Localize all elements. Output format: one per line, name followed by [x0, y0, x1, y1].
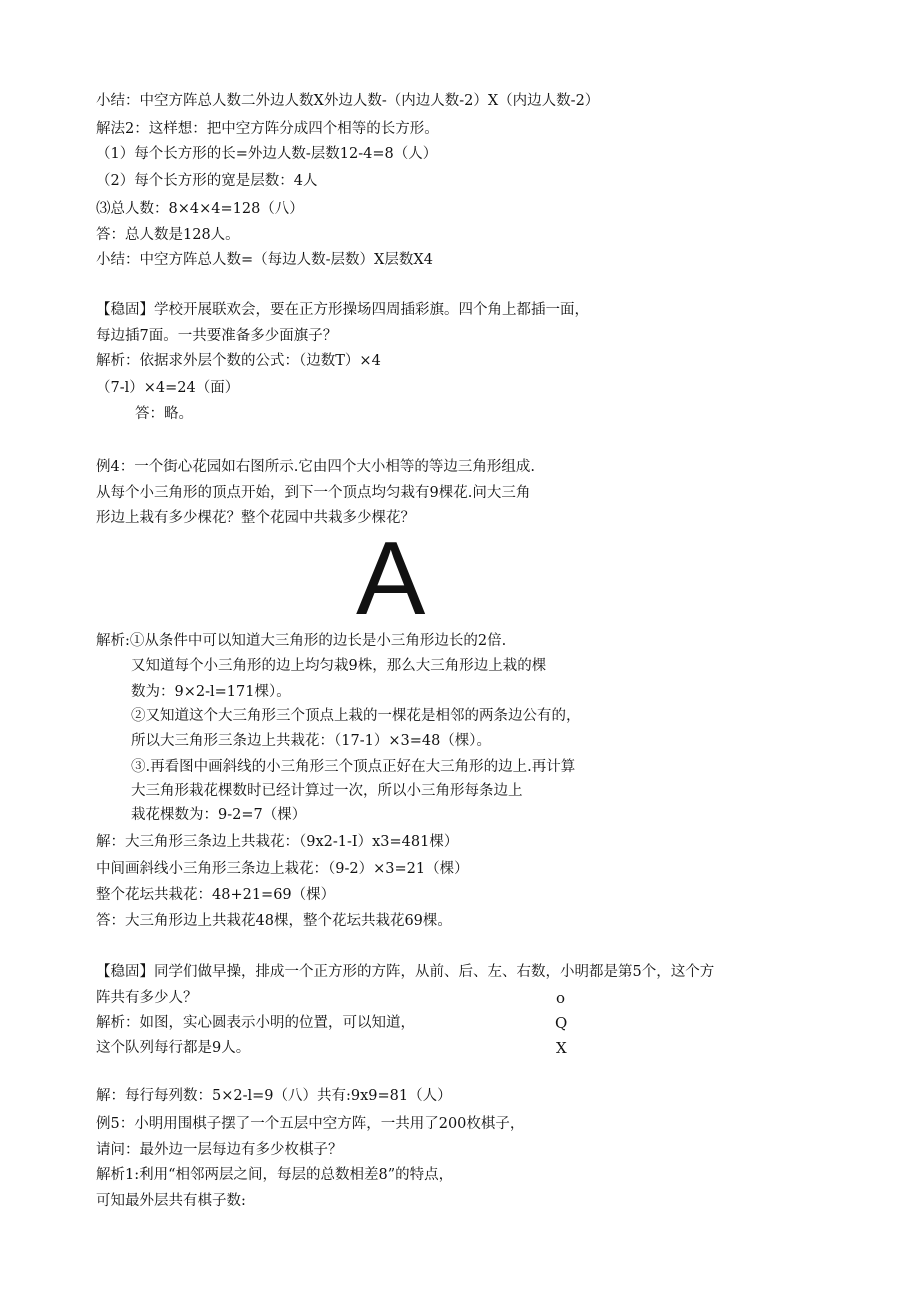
text-line-summary-1: 小结：中空方阵总人数二外边人数X外边人数-（内边人数-2）X（内边人数-2） — [96, 93, 600, 109]
text-line-analysis-1: 解析：依据求外层个数的公式：（边数T）×4 — [96, 353, 381, 369]
text-line-solution-5: 解：每行每列数：5×2-l=9（八）共有:9x9=81（人） — [96, 1088, 452, 1104]
text-line-consolidate-1-a: 【稳固】学校开展联欢会，要在正方形操场四周插彩旗。四个角上都插一面， — [96, 302, 589, 318]
text-line-analysis-5-a: 解析：如图，实心圆表示小明的位置，可以知道， — [96, 1015, 415, 1031]
text-line-example-5-a: 例5：小明用围棋子摆了一个五层中空方阵，一共用了200枚棋子， — [96, 1116, 525, 1132]
text-line-analysis-4-b: 又知道每个小三角形的边上均匀栽9株，那么大三角形边上栽的棵 — [131, 658, 547, 674]
text-line-answer-1: 答：总人数是128人。 — [96, 227, 240, 243]
text-line-consolidate-2-a: 【稳固】同学们做早操，排成一个正方形的方阵，从前、后、左、右数，小明都是第5个，这个方 — [96, 964, 715, 980]
text-line-answer-4: 答：大三角形边上共栽花48棵，整个花坛共栽花69棵。 — [96, 913, 452, 929]
text-line-analysis-6-a: 解析1:利用“相邻两层之间，每层的总数相差8”的特点， — [96, 1167, 454, 1183]
text-line-calc-1: （7-l）×4=24（面） — [96, 380, 240, 396]
text-line-step-1: （1）每个长方形的长=外边人数-层数12-4=8（人） — [96, 146, 438, 162]
text-line-solution-4-b: 中间画斜线小三角形三条边上栽花：（9-2）×3=21（棵） — [96, 861, 469, 877]
text-line-analysis-4-h: 栽花棵数为：9-2=7（棵） — [131, 807, 307, 823]
text-line-analysis-4-f: ③.再看图中画斜线的小三角形三个顶点正好在大三角形的边上.再计算 — [131, 759, 576, 775]
text-line-analysis-4-a: 解析:①从条件中可以知道大三角形的边长是小三角形边长的2倍. — [96, 633, 507, 649]
text-line-analysis-4-g: 大三角形栽花棵数时已经计算过一次，所以小三角形每条边上 — [131, 783, 523, 799]
text-line-analysis-4-e: 所以大三角形三条边上共栽花：（17-1）×3=48（棵）。 — [131, 733, 492, 749]
text-line-summary-2: 小结：中空方阵总人数=（每边人数-层数）X层数X4 — [96, 252, 433, 268]
text-line-consolidate-1-b: 每边插7面。一共要准备多少面旗子？ — [96, 328, 338, 344]
text-line-step-3: ⑶总人数：8×4×4=128（八） — [96, 201, 304, 217]
text-line-example-4-b: 从每个小三角形的顶点开始，到下一个顶点均匀栽有9棵花.问大三角 — [96, 485, 531, 501]
text-line-analysis-6-b: 可知最外层共有棋子数: — [96, 1193, 246, 1209]
text-line-solution-4-a: 解：大三角形三条边上共栽花：（9x2-1-I）x3=481棵） — [96, 834, 459, 850]
formation-mark-q: Q — [555, 1014, 568, 1032]
text-line-analysis-5-b: 这个队列每行都是9人。 — [96, 1040, 251, 1056]
text-line-example-5-b: 请问：最外边一层每边有多少枚棋子？ — [96, 1142, 343, 1158]
text-line-example-4-c: 形边上栽有多少棵花？整个花园中共栽多少棵花？ — [96, 510, 415, 526]
garden-figure-placeholder: A — [356, 521, 426, 637]
text-line-analysis-4-d: ②又知道这个大三角形三个顶点上栽的一棵花是相邻的两条边公有的， — [131, 708, 581, 724]
text-line-solution-4-c: 整个花坛共栽花：48+21=69（棵） — [96, 887, 336, 903]
text-line-example-4-a: 例4：一个街心花园如右图所示.它由四个大小相等的等边三角形组成. — [96, 459, 535, 475]
text-line-analysis-4-c: 数为：9×2-l=171棵）。 — [131, 684, 291, 700]
text-line-consolidate-2-b: 阵共有多少人？ — [96, 990, 198, 1006]
text-line-step-2: （2）每个长方形的宽是层数：4人 — [96, 173, 318, 189]
formation-mark-o: o — [556, 989, 566, 1007]
text-line-answer-2: 答：略。 — [135, 406, 193, 422]
text-line-method-2: 解法2：这样想：把中空方阵分成四个相等的长方形。 — [96, 121, 439, 137]
formation-mark-x: X — [556, 1039, 567, 1057]
